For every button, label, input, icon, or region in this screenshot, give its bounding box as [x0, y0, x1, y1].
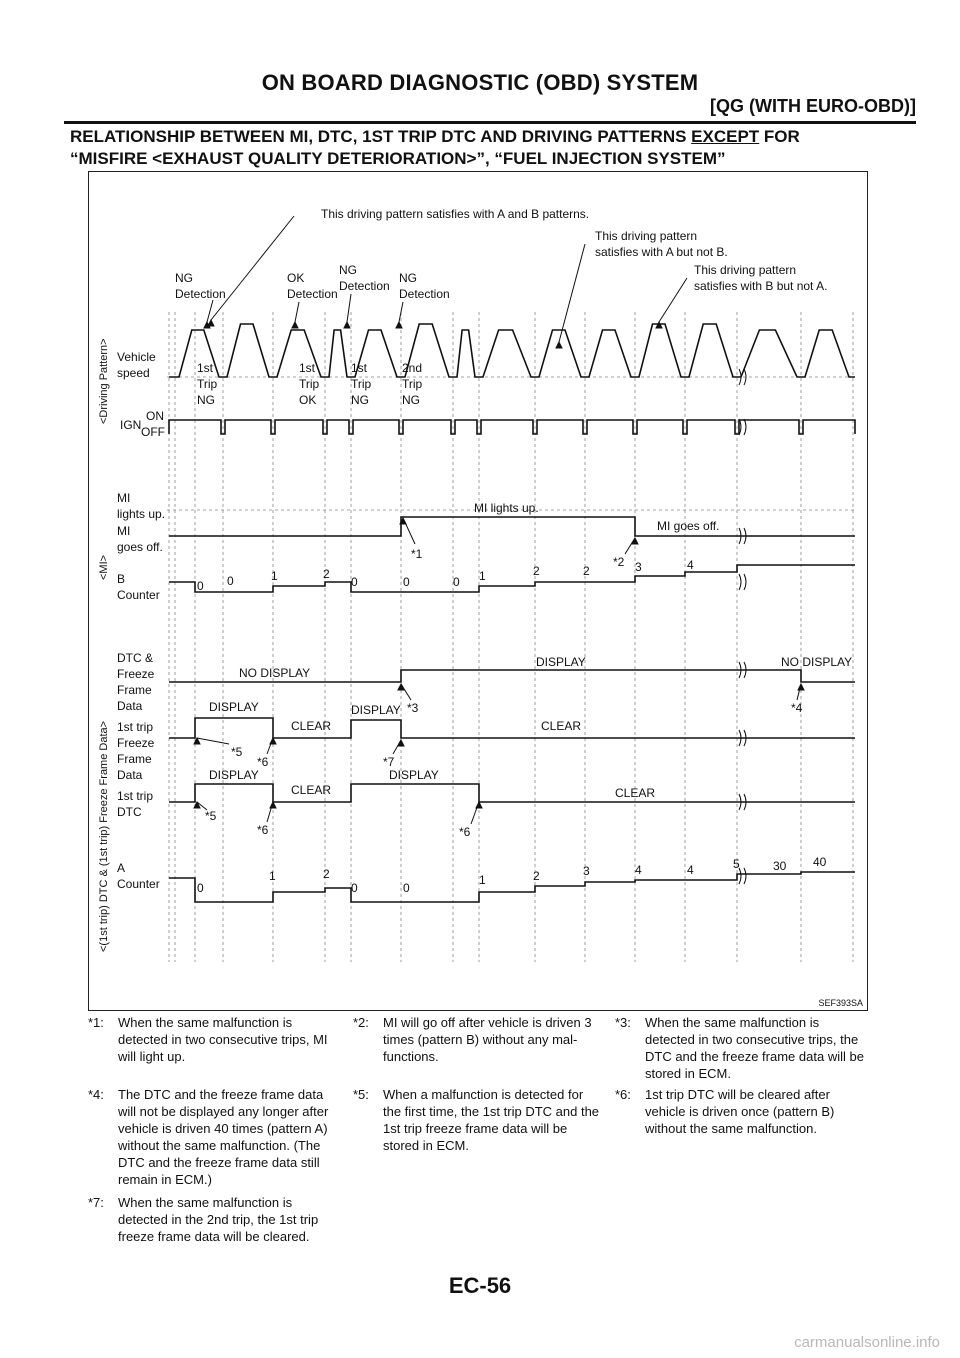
marker-2: *2 — [613, 555, 625, 569]
a-counter-value: 1 — [479, 873, 486, 887]
b-counter-label-2: Counter — [117, 588, 160, 602]
a-counter-value: 30 — [773, 859, 787, 873]
det4-line2: Detection — [399, 287, 450, 301]
break-mark — [739, 419, 746, 435]
footnote-2-text: MI will go off after vehicle is driven 3 times (pattern B) without any mal-functions. — [383, 1015, 592, 1064]
b-counter-value: 0 — [403, 575, 410, 589]
ftdtc-clear-text: CLEAR — [291, 783, 332, 797]
marker-4-arrow-head — [798, 684, 804, 690]
marker-6c: *6 — [459, 825, 471, 839]
dtc-no-display-text-2: NO DISPLAY — [781, 655, 853, 669]
timing-diagram-svg — [89, 172, 869, 1012]
trip2-line1: 1st — [299, 361, 316, 375]
a-counter-value: 4 — [635, 863, 642, 877]
marker-6b: *6 — [257, 823, 269, 837]
first-trip-ffd-label-1: 1st trip — [117, 720, 154, 734]
first-trip-ffd-waveform — [169, 718, 855, 738]
marker-5: *5 — [231, 745, 243, 759]
mi-lights-label-1: MI — [117, 491, 131, 505]
section-heading-except: EXCEPT — [691, 127, 760, 146]
ftdtc-clear-text-2: CLEAR — [615, 786, 656, 800]
ftdtc-display-text: DISPLAY — [209, 768, 259, 782]
callout-b-text-1: This driving pattern — [694, 263, 797, 277]
a-counter-value: 1 — [269, 869, 276, 883]
trip4-line1: 2nd — [402, 361, 423, 375]
dtc-label-2: Freeze — [117, 667, 155, 681]
vehicle-speed-label-2: speed — [117, 366, 150, 380]
footnote-1-text: When the same malfunction is detected in two consecutive trips, MI will light up. — [118, 1015, 328, 1064]
mi-lights-label-2: lights up. — [117, 507, 166, 521]
marker-6b-arrow-head — [270, 802, 276, 808]
b-counter-label-1: B — [117, 572, 126, 586]
det1-line2: Detection — [175, 287, 226, 301]
timing-diagram — [88, 171, 868, 1011]
footnote-3-number: *3: — [615, 1015, 631, 1030]
marker-6-arrow-head — [270, 738, 276, 744]
page-title: ON BOARD DIAGNOSTIC (OBD) SYSTEM — [261, 70, 699, 95]
trip3-line1: 1st — [351, 361, 368, 375]
first-trip-ffd-label-3: Frame — [117, 752, 152, 766]
ign-waveform — [169, 420, 855, 434]
mi-off-label-2: goes off. — [117, 540, 163, 554]
vehicle-speed-waveform — [169, 324, 855, 377]
ffd-clear-text: CLEAR — [291, 719, 332, 733]
b-counter-value: 0 — [197, 579, 204, 593]
footnote-4-text: The DTC and the freeze frame data will not be displayed any longer after vehicle is driven 40 times (pattern A) without the same malfunction. (The DTC and the freeze frame data still remain in ECM.) — [118, 1087, 329, 1187]
dtc-label-3: Frame — [117, 683, 152, 697]
a-counter-value: 4 — [687, 863, 694, 877]
footnote-5-text: When a malfunction is detected for the first time, the 1st trip DTC and the 1st trip freeze frame data will be stored in ECM. — [383, 1087, 600, 1153]
a-counter-value: 0 — [351, 881, 358, 895]
side-label-driving: <Driving Pattern> — [98, 338, 110, 424]
first-trip-dtc-label-1: 1st trip — [117, 789, 154, 803]
ffd-clear-text-2: CLEAR — [541, 719, 582, 733]
ffd-display-text: DISPLAY — [209, 700, 259, 714]
footnote-3-text: When the same malfunction is detected in two consecutive trips, the DTC and the freeze frame data will be stored in ECM. — [645, 1015, 864, 1081]
b-counter-value: 0 — [351, 575, 358, 589]
dtc-no-display-text: NO DISPLAY — [239, 666, 311, 680]
det3-arrow-head — [344, 322, 350, 328]
ign-on-label: ON — [146, 409, 164, 423]
callout-a-text-1: This driving pattern — [595, 229, 698, 243]
dtc-label-4: Data — [117, 699, 143, 713]
footnote-4-number: *4: — [88, 1087, 104, 1102]
ffd-display-text-2: DISPLAY — [351, 703, 401, 717]
a-counter-value: 2 — [323, 867, 330, 881]
footnote-6-number: *6: — [615, 1087, 631, 1102]
callout-a-arrow-head — [556, 342, 562, 348]
a-counter-value: 2 — [533, 869, 540, 883]
b-counter-value: 2 — [583, 564, 590, 578]
det1-line1: NG — [175, 271, 193, 285]
footnote-2-number: *2: — [353, 1015, 369, 1030]
det2-line1: OK — [287, 271, 305, 285]
callout-ab-arrow — [211, 216, 294, 320]
footnote-5-number: *5: — [353, 1087, 369, 1102]
marker-3: *3 — [407, 701, 419, 715]
section-heading-part1: RELATIONSHIP BETWEEN MI, DTC, 1ST TRIP DTC AND DRIVING PATTERNS — [70, 127, 692, 146]
det2-arrow-head — [292, 322, 298, 328]
vehicle-speed-label-1: Vehicle — [117, 350, 156, 364]
b-counter-value: 2 — [533, 564, 540, 578]
side-label-dtc: <(1st trip) DTC & (1st trip) Freeze Frame Data> — [98, 720, 110, 952]
b-counter-value: 0 — [453, 575, 460, 589]
callout-ab-text: This driving pattern satisfies with A and B patterns. — [321, 207, 590, 221]
a-counter-label-1: A — [117, 861, 126, 875]
first-trip-dtc-label-2: DTC — [117, 805, 142, 819]
b-counter-value: 2 — [323, 567, 330, 581]
footnote-7-text: When the same malfunction is detected in the 2nd trip, the 1st trip freeze frame data will be cleared. — [118, 1195, 319, 1244]
side-label-mi: <MI> — [98, 554, 110, 580]
marker-6c-arrow-head — [476, 802, 482, 808]
callout-b-text-2: satisfies with B but not A. — [694, 279, 828, 293]
trip4-line3: NG — [402, 393, 420, 407]
marker-7: *7 — [383, 755, 395, 769]
break-mark — [739, 868, 746, 884]
det2-line2: Detection — [287, 287, 338, 301]
mi-off-label-1: MI — [117, 524, 131, 538]
callout-b-arrow-head — [656, 322, 662, 328]
break-mark — [739, 574, 746, 590]
mi-goes-off-text: MI goes off. — [657, 519, 720, 533]
first-trip-ffd-label-4: Data — [117, 768, 143, 782]
first-trip-ffd-label-2: Freeze — [117, 736, 155, 750]
callout-b-arrow — [659, 278, 687, 322]
trip2-line3: OK — [299, 393, 317, 407]
section-heading-part2: FOR — [759, 127, 800, 146]
marker-1: *1 — [411, 547, 423, 561]
det3-line1: NG — [339, 263, 357, 277]
footnote-7-number: *7: — [88, 1195, 104, 1210]
mi-lights-up-text: MI lights up. — [474, 501, 539, 515]
a-counter-value: 40 — [813, 855, 827, 869]
mi-waveform — [169, 517, 855, 536]
trip3-line3: NG — [351, 393, 369, 407]
a-counter-value: 0 — [403, 881, 410, 895]
det4-line1: NG — [399, 271, 417, 285]
trip3-line2: Trip — [351, 377, 372, 391]
marker-5-arrow — [197, 738, 229, 744]
dtc-label-1: DTC & — [117, 651, 153, 665]
header-rule — [64, 121, 916, 124]
marker-5b: *5 — [205, 809, 217, 823]
marker-4: *4 — [791, 701, 803, 715]
a-counter-label-2: Counter — [117, 877, 160, 891]
section-heading-line2: “MISFIRE <EXHAUST QUALITY DETERIORATION>”, “FUEL INJECTION SYSTEM” — [70, 149, 726, 168]
trip4-line2: Trip — [402, 377, 423, 391]
footnote-1-number: *1: — [88, 1015, 104, 1030]
b-counter-value: 1 — [479, 569, 486, 583]
det3-arrow — [347, 294, 351, 322]
trip1-line2: Trip — [197, 377, 218, 391]
b-counter-value: 4 — [687, 558, 694, 572]
page-subtitle: [QG (WITH EURO-OBD)] — [710, 96, 916, 116]
trip1-line3: NG — [197, 393, 215, 407]
det3-line2: Detection — [339, 279, 390, 293]
watermark: carmanualsonline.info — [794, 1334, 940, 1351]
ign-off-label: OFF — [141, 425, 165, 439]
dtc-display-text: DISPLAY — [536, 655, 586, 669]
a-counter-value: 0 — [197, 881, 204, 895]
b-counter-value: 0 — [227, 574, 234, 588]
a-counter-value: 3 — [583, 864, 590, 878]
first-trip-dtc-waveform — [169, 784, 855, 802]
trip2-line2: Trip — [299, 377, 320, 391]
page-number: EC-56 — [448, 1273, 512, 1298]
callout-a-text-2: satisfies with A but not B. — [595, 245, 728, 259]
footnote-6-text: 1st trip DTC will be cleared after vehicle is driven once (pattern B) without the same malfunction. — [645, 1087, 835, 1136]
ign-label: IGN — [120, 418, 142, 432]
b-counter-value: 1 — [271, 569, 278, 583]
trip1-line1: 1st — [197, 361, 214, 375]
b-counter-value: 3 — [635, 560, 642, 574]
section-heading — [70, 126, 920, 170]
callout-a-arrow — [559, 244, 585, 342]
marker-6: *6 — [257, 755, 269, 769]
a-counter-value: 5 — [733, 857, 740, 871]
det2-arrow — [295, 302, 299, 322]
figure-code: SEF393SA — [818, 998, 863, 1008]
ftdtc-display-text-2: DISPLAY — [389, 768, 439, 782]
